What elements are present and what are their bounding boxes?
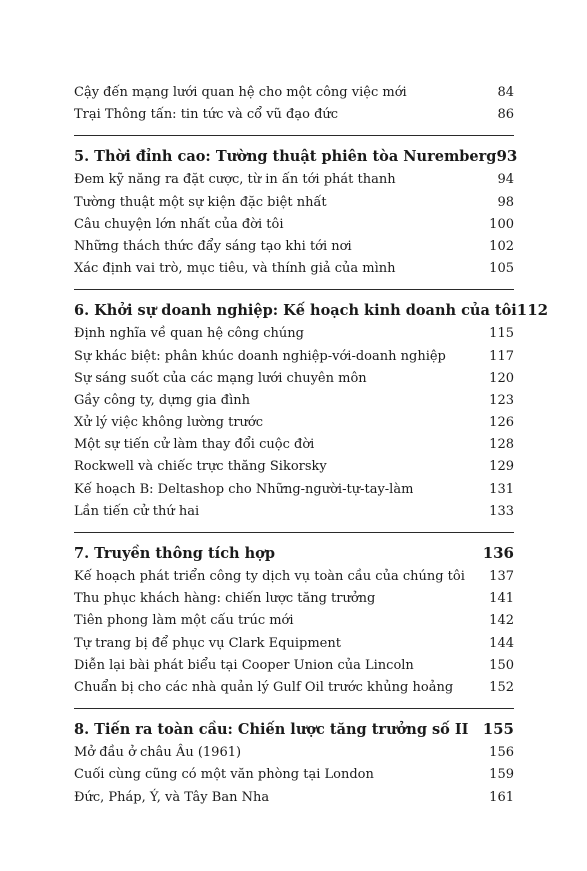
toc-entry: Cậy đến mạng lưới quan hệ cho một công việc mới 84 [74,85,514,100]
chapter-heading: 7. Truyền thông tích hợp 136 [74,544,514,562]
toc-section-chapter-7 [74,532,514,699]
chapter-heading: 5. Thời đỉnh cao: Tường thuật phiên tòa Nuremberg 93 [74,147,518,166]
toc-entry: Gầy công ty, dựng gia đình 123 [74,392,514,408]
toc-section-chapter-5 [74,135,518,280]
toc-entry: Lần tiến cử thứ hai 133 [74,503,514,519]
toc-entry: Tường thuật một sự kiện đặc biệt nhất 98 [74,194,514,210]
toc-entry: Thu phục khách hàng: chiến lược tăng trưởng 141 [74,591,514,607]
toc-entry: Đem kỹ năng ra đặt cược, từ in ấn tới phát thanh 94 [74,172,514,188]
toc-entry: Tiên phong làm một cấu trúc mới 142 [74,613,514,629]
toc-entry: Trại Thông tấn: tin tức và cổ vũ đạo đức 86 [74,107,514,123]
toc-entry: Kế hoạch B: Deltashop cho Những-người-tự-tay-làm 131 [74,481,514,497]
toc-section-intro [74,82,514,126]
chapter-heading: 8. Tiến ra toàn cầu: Chiến lược tăng trưởng số II 155 [74,720,514,739]
toc-entry: Chuẩn bị cho các nhà quản lý Gulf Oil trước khủng hoảng 152 [74,679,514,695]
toc-entry: Sự khác biệt: phân khúc doanh nghiệp-với-doanh nghiệp 117 [74,348,514,364]
toc-entry: Tự trang bị để phục vụ Clark Equipment 144 [74,635,514,651]
toc-entry: Xác định vai trò, mục tiêu, và thính giả của mình 105 [74,261,514,277]
toc-entry: Những thách thức đẩy sáng tạo khi tới nơi 102 [74,238,514,254]
toc-entry: Mở đầu ở châu Âu (1961) 156 [74,745,514,761]
toc-entry: Đức, Pháp, Ý, và Tây Ban Nha 161 [74,789,514,805]
table-of-contents [74,82,549,809]
toc-entry: Sự sáng suốt của các mạng lưới chuyên môn 120 [74,370,514,386]
toc-entry: Xử lý việc không lường trước 126 [74,415,514,431]
toc-entry: Một sự tiến cử làm thay đổi cuộc đời 128 [74,437,514,453]
toc-entry: Định nghĩa về quan hệ công chúng 115 [74,326,514,342]
toc-section-chapter-8 [74,708,514,809]
toc-entry: Kế hoạch phát triển công ty dịch vụ toàn cầu của chúng tôi 137 [74,569,514,584]
toc-entry: Diễn lại bài phát biểu tại Cooper Union của Lincoln 150 [74,657,514,673]
toc-entry: Cuối cùng cũng có một văn phòng tại London 159 [74,767,514,783]
chapter-heading: 6. Khởi sự doanh nghiệp: Kế hoạch kinh doanh của tôi 112 [74,301,549,320]
toc-entry: Rockwell và chiếc trực thăng Sikorsky 129 [74,459,514,475]
toc-section-chapter-6 [74,289,549,523]
toc-entry: Câu chuyện lớn nhất của đời tôi 100 [74,216,514,232]
